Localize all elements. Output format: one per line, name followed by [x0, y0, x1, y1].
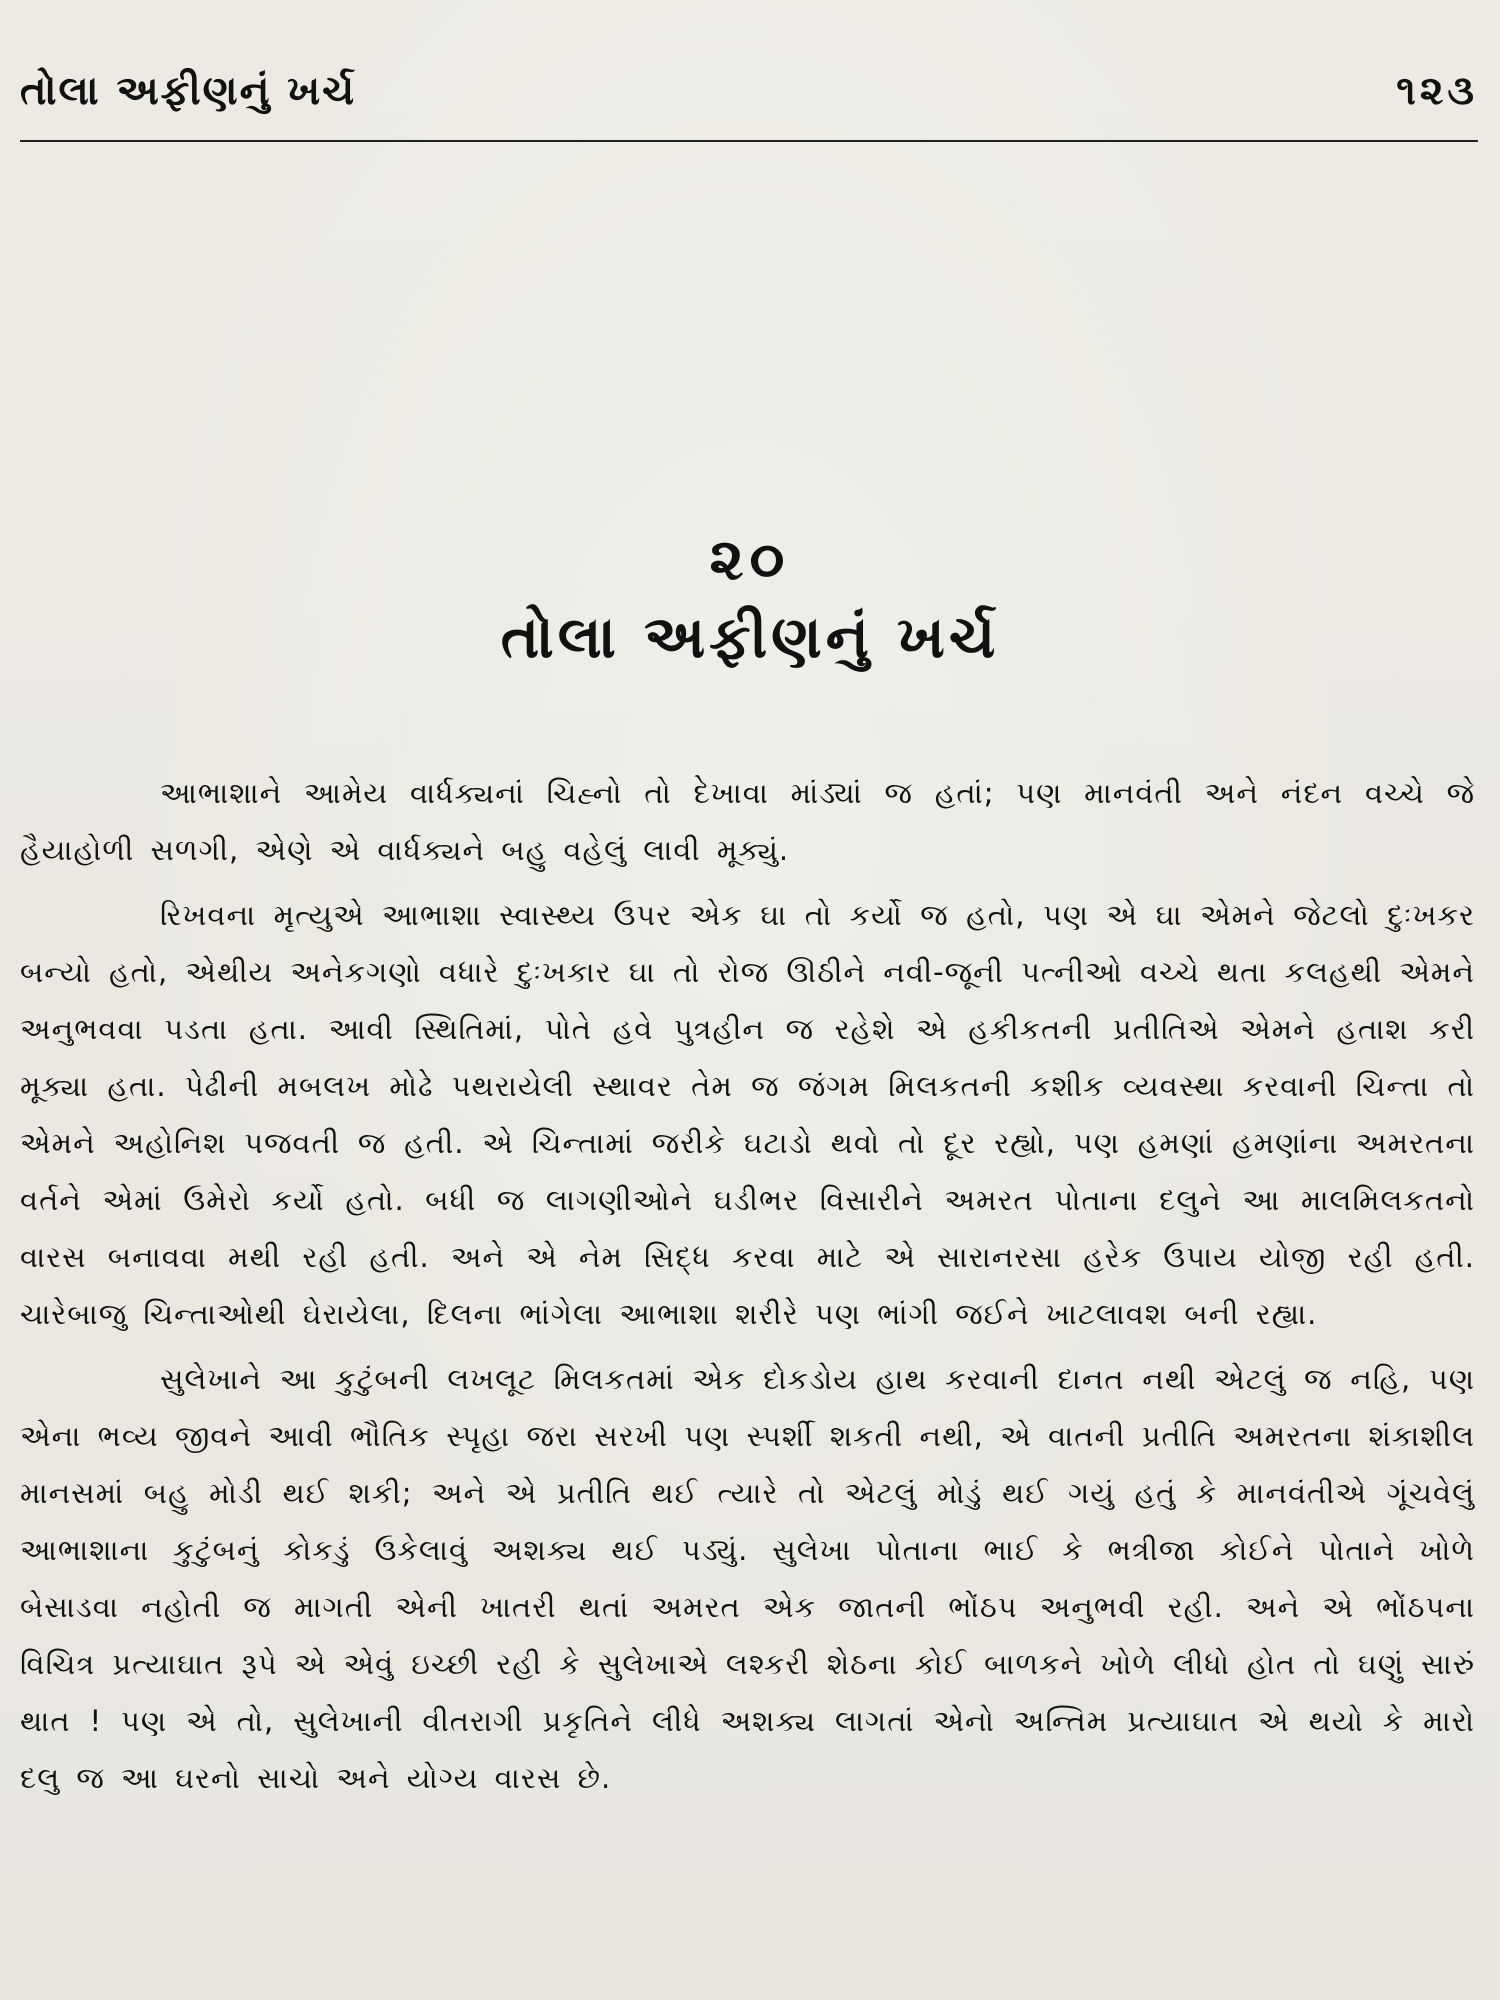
paragraph: સુલેખાને આ કુટુંબની લખલૂટ મિલકતમાં એક દોકડોય હાથ કરવાની દાનત નથી એટલું જ નહિ, પણ એના ભવ્ય જીવને આવી ભૌતિક સ્પૃહા જરા સરખી પણ સ્પર્શી શકતી નથી, એ વાતની પ્રતીતિ અમરતના શંકાશીલ માનસમાં બહુ મોડી થઈ શકી; અને એ પ્રતીતિ થઈ ત્યારે તો એટલું મોડું થઈ ગયું હતું કે માનવંતીએ ગૂંચવેલું આભાશાના કુટુંબનું કોકડું ઉકેલાવું અશક્ય થઈ પડ્યું. સુલેખા પોતાના ભાઈ કે ભત્રીજા કોઈને પોતાને ખોળે બેસાડવા નહોતી જ માગતી એની ખાતરી થતાં અમરત એક જાતની ભોંઠપ અનુભવી રહી. અને એ ભોંઠપના વિચિત્ર પ્રત્યાઘાત રૂપે એ એવું ઇચ્છી રહી કે સુલેખાએ લશ્કરી શેઠના કોઈ બાળકને ખોળે લીધો હોત તો ઘણું સારું થાત ! પણ એ તો, સુલેખાની વીતરાગી પ્રકૃતિને લીધે અશક્ય લાગતાં એનો અન્તિમ પ્રત્યાઘાત એ થયો કે મારો દલુ જ આ ઘરનો સાચો અને યોગ્ય વારસ છે. — [20, 1362, 1475, 1795]
paragraph: રિખવના મૃત્યુએ આભાશા સ્વાસ્થ્ય ઉપર એક ઘા તો કર્યો જ હતો, પણ એ ઘા એમને જેટલો દુઃખકર બન્યો હતો, એથીય અનેકગણો વધારે દુઃખકાર ઘા તો રોજ ઊઠીને નવી-જૂની પત્નીઓ વચ્ચે થતા કલહથી એમને અનુભવવા પડતા હતા. આવી સ્થિતિમાં, પોતે હવે પુત્રહીન જ રહેશે એ હકીકતની પ્રતીતિએ એમને હતાશ કરી મૂક્યા હતા. પેઢીની મબલખ મોઢે પથરાયેલી સ્થાવર તેમ જ જંગમ મિલકતની કશીક વ્યવસ્થા કરવાની ચિન્તા તો એમને અહોનિશ પજવતી જ હતી. એ ચિન્તામાં જરીકે ઘટાડો થવો તો દૂર રહ્યો, પણ હમણાં હમણાંના અમરતના વર્તને એમાં ઉમેરો કર્યો હતો. બધી જ લાગણીઓને ઘડીભર વિસારીને અમરત પોતાના દલુને આ માલમિલકતનો વારસ બનાવવા મથી રહી હતી. અને એ નેમ સિદ્ધ કરવા માટે એ સારાનરસા હરેક ઉપાય યોજી રહી હતી. ચારેબાજુ ચિન્તાઓથી ઘેરાયેલા, દિલના ભાંગેલા આભાશા શરીરે પણ ભાંગી જઈને ખાટલાવશ બની રહ્યા. — [20, 898, 1475, 1331]
page-number: ૧૨૩ — [1396, 68, 1478, 114]
running-title: તોલા અફીણનું ખર્ચ — [20, 68, 357, 114]
chapter-number: ૨૦ — [709, 525, 791, 593]
chapter-title: તોલા અફીણનું ખર્ચ — [500, 603, 1000, 671]
header-rule — [20, 140, 1478, 142]
running-header — [20, 58, 1478, 118]
chapter-body — [20, 765, 1475, 1815]
paragraph: આભાશાને આમેય વાર્ધક્યનાં ચિહ્નો તો દેખાવા માંડ્યાં જ હતાં; પણ માનવંતી અને નંદન વચ્ચે જે હૈયાહોળી સળગી, એણે એ વાર્ધક્યને બહુ વહેલું લાવી મૂક્યું. — [20, 776, 1475, 867]
